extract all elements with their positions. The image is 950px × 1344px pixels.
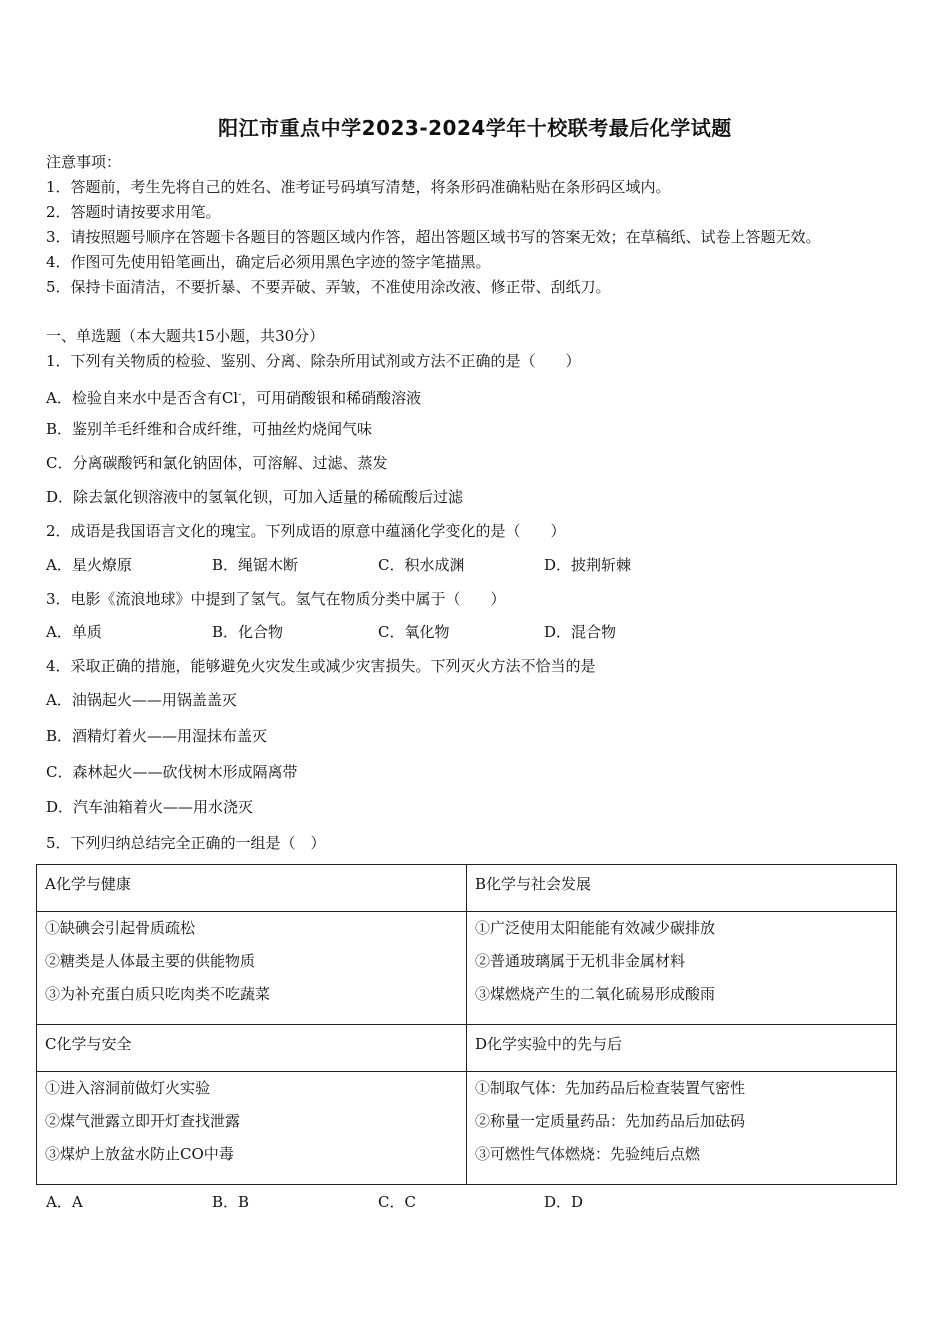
list-item: ②称量一定质量药品：先加药品后加砝码 (475, 1112, 746, 1130)
list-item: ③煤炉上放盆水防止CO中毒 (45, 1145, 234, 1163)
note-item: 2．答题时请按要求用笔。 (46, 203, 221, 221)
list-item: ③为补充蛋白质只吃肉类不吃蔬菜 (45, 985, 271, 1003)
question-5-stem: 5．下列归纳总结完全正确的一组是（ ） (46, 834, 326, 852)
option: C．积水成渊 (378, 556, 465, 574)
question-5-table (36, 864, 897, 1185)
option: A．单质 (46, 623, 102, 641)
section-heading: 一、单选题（本大题共15小题，共30分） (46, 327, 325, 345)
question-4-stem: 4．采取正确的措施，能够避免火灾发生或减少灾害损失。下列灭火方法不恰当的是 (46, 657, 596, 675)
question-1-option-b: B．鉴别羊毛纤维和合成纤维，可抽丝灼烧闻气味 (46, 420, 373, 438)
note-item: 3．请按照题号顺序在答题卡各题目的答题区域内作答，超出答题区域书写的答案无效；在草稿纸、试卷上答题无效。 (46, 228, 821, 246)
option: D．混合物 (544, 623, 617, 641)
option: D．D (544, 1193, 584, 1211)
question-4-option-c: C．森林起火——砍伐树木形成隔离带 (46, 763, 298, 781)
cell-d-items (467, 1072, 897, 1185)
cell-a-items (37, 912, 467, 1025)
note-item: 5．保持卡面清洁，不要折暴、不要弄破、弄皱，不准使用涂改液、修正带、刮纸刀。 (46, 278, 611, 296)
question-4-option-a: A．油锅起火——用锅盖盖灭 (46, 691, 237, 709)
note-item: 1．答题前，考生先将自己的姓名、准考证号码填写清楚，将条形码准确粘贴在条形码区域内。 (46, 178, 671, 196)
question-3-stem: 3．电影《流浪地球》中提到了氢气。氢气在物质分类中属于（ ） (46, 590, 506, 608)
list-item: ①缺碘会引起骨质疏松 (45, 919, 196, 937)
cell-b-heading: B化学与社会发展 (467, 865, 897, 912)
list-item: ①进入溶洞前做灯火实验 (45, 1079, 211, 1097)
notes-heading: 注意事项： (46, 153, 122, 171)
list-item: ①广泛使用太阳能能有效减少碳排放 (475, 919, 716, 937)
question-1-stem: 1．下列有关物质的检验、鉴别、分离、除杂所用试剂或方法不正确的是（ ） (46, 352, 581, 370)
option: A．A (46, 1193, 83, 1211)
cell-c-items (37, 1072, 467, 1185)
option: D．披荆斩棘 (544, 556, 632, 574)
question-1-option-c: C．分离碳酸钙和氯化钠固体，可溶解、过滤、蒸发 (46, 454, 388, 472)
cell-c-heading: C化学与安全 (37, 1025, 467, 1072)
option: C．C (378, 1193, 416, 1211)
list-item: ①制取气体：先加药品后检查装置气密性 (475, 1079, 746, 1097)
cell-a-heading: A化学与健康 (37, 865, 467, 912)
question-2-stem: 2．成语是我国语言文化的瑰宝。下列成语的原意中蕴涵化学变化的是（ ） (46, 522, 566, 540)
cell-d-heading: D化学实验中的先与后 (467, 1025, 897, 1072)
option: B．化合物 (212, 623, 284, 641)
question-2-options (46, 555, 710, 575)
question-5-options (46, 1192, 710, 1212)
question-4-option-d: D．汽车油箱着火——用水浇灭 (46, 798, 254, 816)
note-item: 4．作图可先使用铅笔画出，确定后必须用黑色字迹的签字笔描黑。 (46, 253, 491, 271)
cell-b-items (467, 912, 897, 1025)
question-1-option-a (46, 385, 421, 408)
list-item: ②糖类是人体最主要的供能物质 (45, 952, 256, 970)
option: A．星火燎原 (46, 556, 132, 574)
option: C．氧化物 (378, 623, 450, 641)
list-item: ②煤气泄露立即开灯查找泄露 (45, 1112, 241, 1130)
list-item: ③可燃性气体燃烧：先验纯后点燃 (475, 1145, 701, 1163)
option: B．绳锯木断 (212, 556, 299, 574)
question-1-option-d: D．除去氯化钡溶液中的氢氧化钡，可加入适量的稀硫酸后过滤 (46, 488, 464, 506)
list-item: ②普通玻璃属于无机非金属材料 (475, 952, 686, 970)
exam-title: 阳江市重点中学2023-2024学年十校联考最后化学试题 (218, 116, 732, 140)
question-4-option-b: B．酒精灯着火——用湿抹布盖灭 (46, 727, 268, 745)
question-3-options (46, 622, 710, 642)
chloride-charge: - (238, 390, 242, 400)
list-item: ③煤燃烧产生的二氧化硫易形成酸雨 (475, 985, 716, 1003)
option: B．B (212, 1193, 250, 1211)
option-a-text: A．检验自来水中是否含有Cl (46, 389, 239, 407)
option-a-text-rest: ，可用硝酸银和稀硝酸溶液 (241, 389, 422, 407)
